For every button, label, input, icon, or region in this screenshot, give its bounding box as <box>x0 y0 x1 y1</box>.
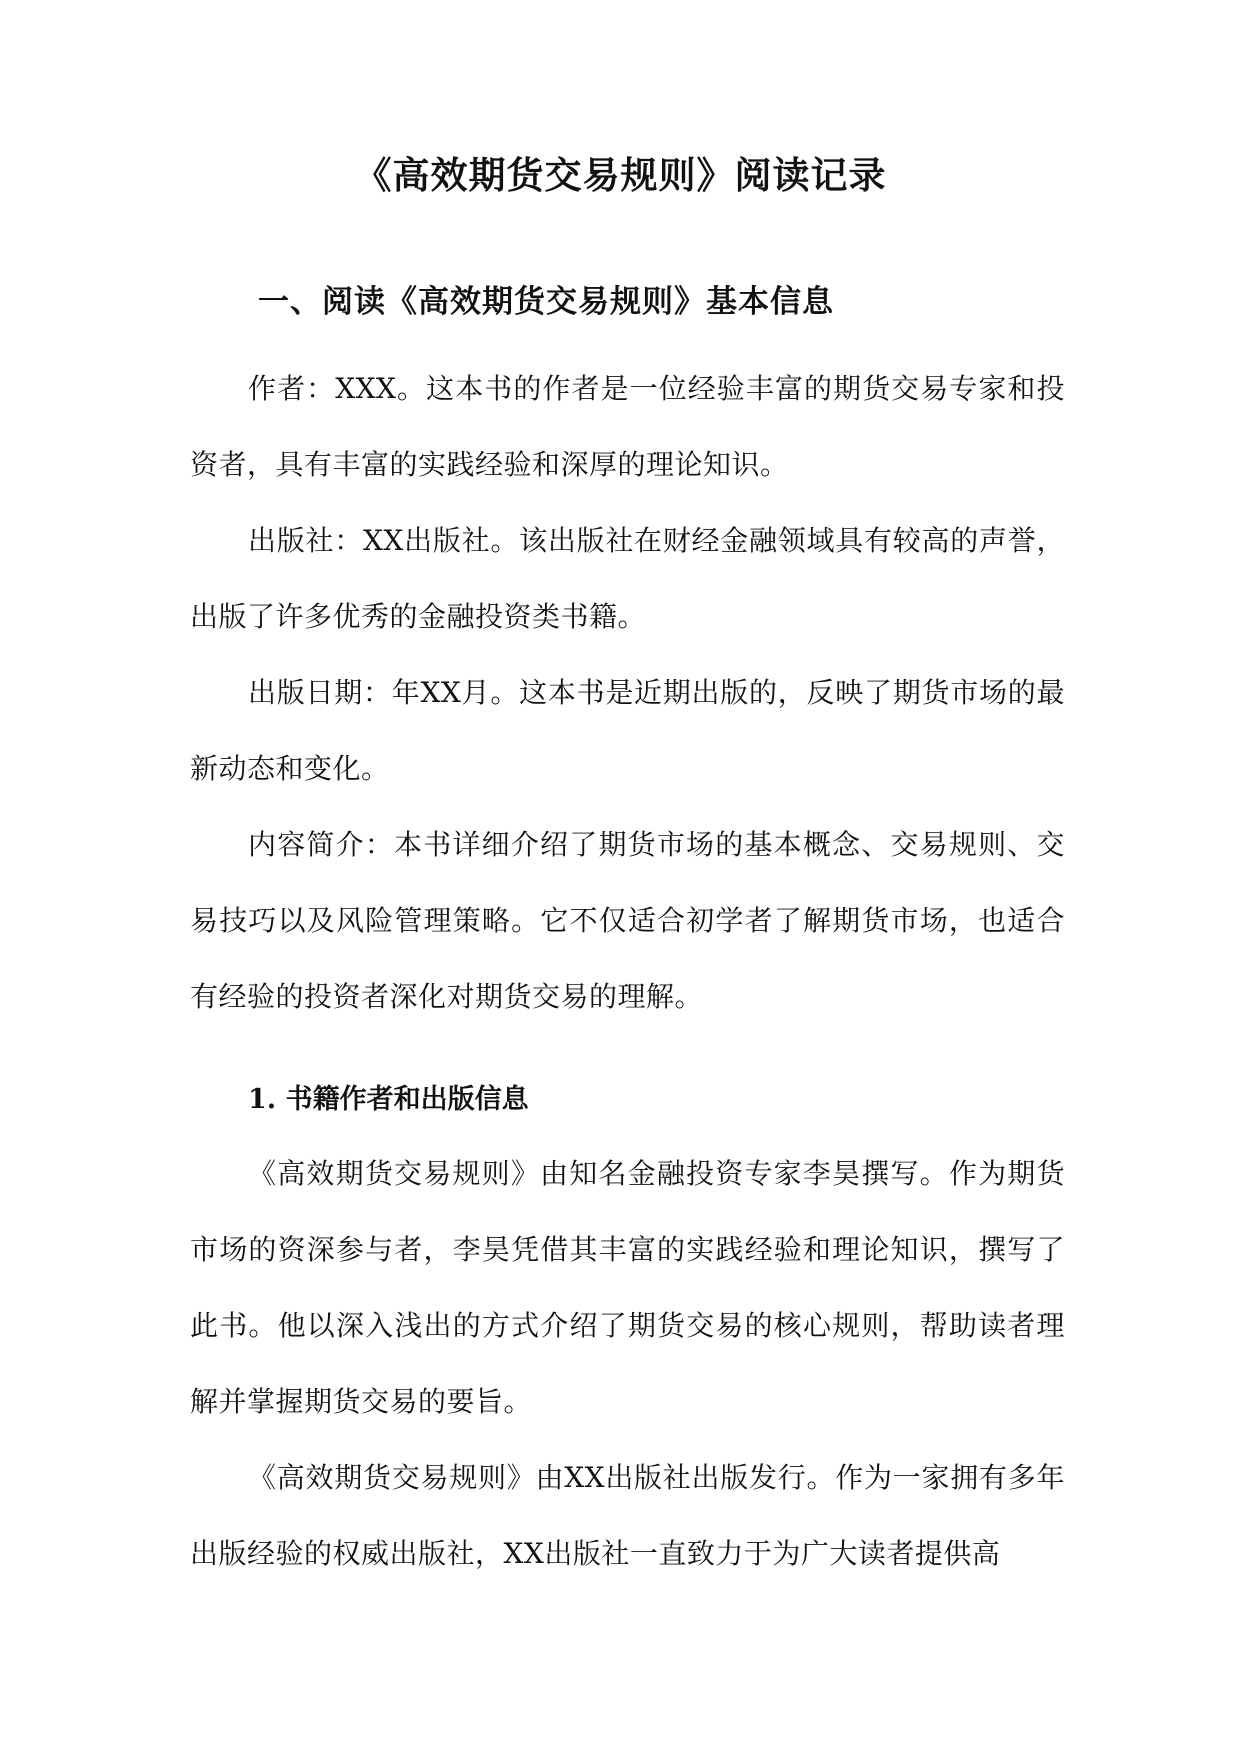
subsection-heading: 1. 书籍作者和出版信息 <box>248 1084 529 1115</box>
document-title: 《高效期货交易规则》阅读记录 <box>354 153 887 197</box>
paragraph-publish-date: 出版日期：年XX月。这本书是近期出版的，反映了期货市场的最新动态和变化。 <box>190 676 1065 785</box>
section-heading: 一、阅读《高效期货交易规则》基本信息 <box>258 284 834 320</box>
paragraph-publisher: 出版社：XX出版社。该出版社在财经金融领域具有较高的声誉，出版了许多优秀的金融投资类书籍。 <box>190 524 1065 633</box>
paragraph-author-info: 《高效期货交易规则》由知名金融投资专家李昊撰写。作为期货市场的资深参与者，李昊凭借其丰富的实践经验和理论知识，撰写了此书。他以深入浅出的方式介绍了期货交易的核心规则，帮助读者理解并掌握期货交易的要旨。 <box>190 1157 1065 1418</box>
paragraph-author: 作者：XXX。这本书的作者是一位经验丰富的期货交易专家和投资者，具有丰富的实践经验和深厚的理论知识。 <box>190 372 1065 481</box>
paragraph-summary: 内容简介：本书详细介绍了期货市场的基本概念、交易规则、交易技巧以及风险管理策略。它不仅适合初学者了解期货市场，也适合有经验的投资者深化对期货交易的理解。 <box>190 828 1065 1013</box>
paragraph-publisher-info: 《高效期货交易规则》由XX出版社出版发行。作为一家拥有多年出版经验的权威出版社，XX出版社一直致力于为广大读者提供高 <box>190 1461 1065 1570</box>
